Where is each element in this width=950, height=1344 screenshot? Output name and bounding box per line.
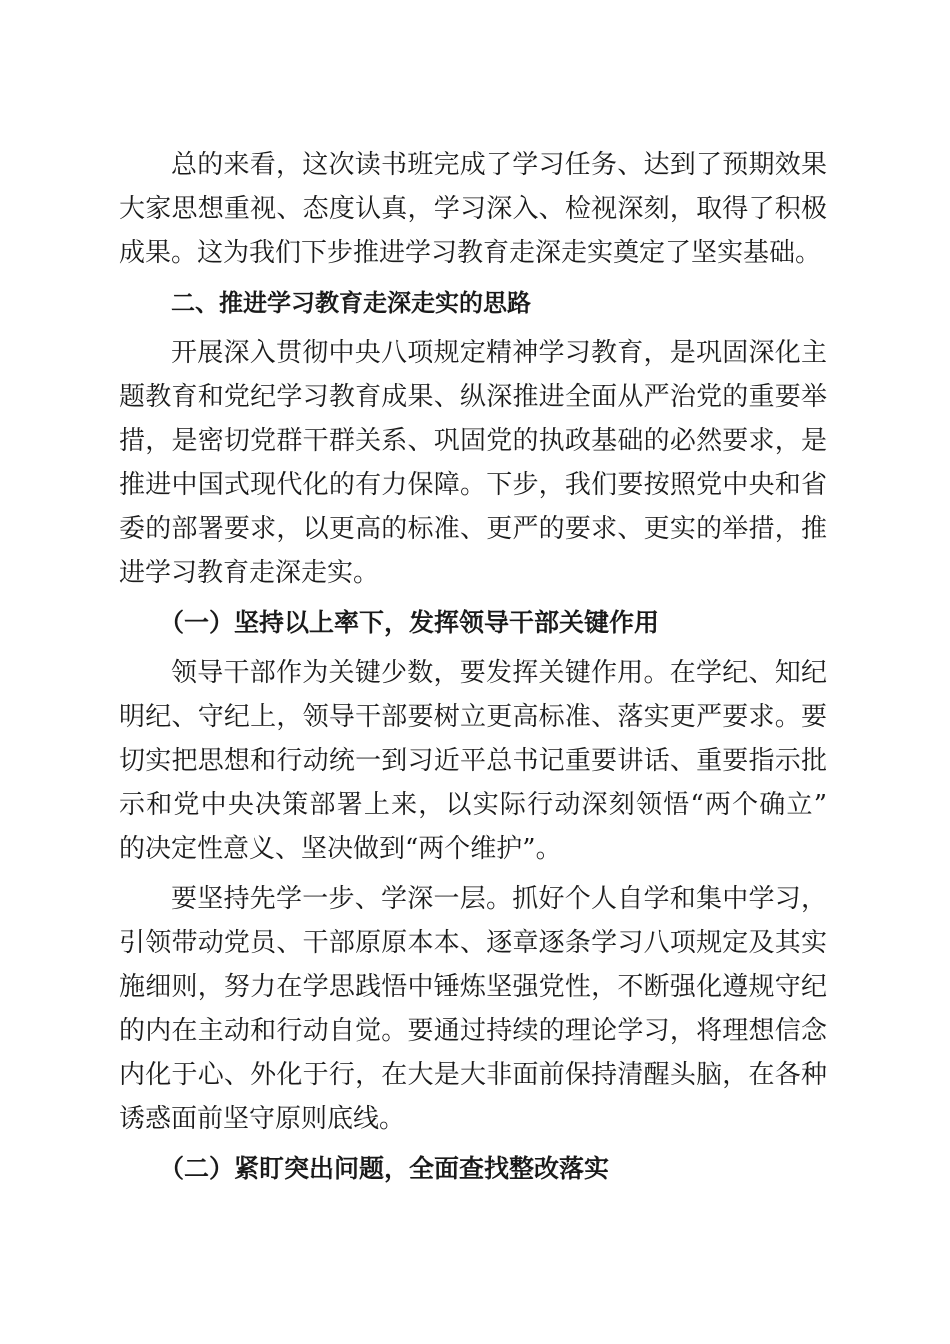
- text-line: 诱惑面前坚守原则底线。: [119, 1104, 406, 1134]
- text-line: 切实把思想和行动统一到习近平总书记重要讲话、重要指示批: [119, 746, 827, 776]
- text-line: 推进中国式现代化的有力保障。下步，我们要按照党中央和省: [119, 470, 827, 500]
- text-line: 大家思想重视、态度认真，学习深入、检视深刻，取得了积极: [119, 194, 827, 224]
- text-line: 进学习教育走深走实。: [119, 558, 380, 588]
- text-line: 的内在主动和行动自觉。要通过持续的理论学习，将理想信念: [119, 1016, 827, 1046]
- subsection-heading-1: （一）坚持以上率下，发挥领导干部关键作用: [159, 608, 660, 637]
- text-line: 要坚持先学一步、学深一层。抓好个人自学和集中学习，: [171, 884, 827, 914]
- text-line: 示和党中央决策部署上来，以实际行动深刻领悟“两个确立”: [119, 790, 827, 820]
- text-line: 领导干部作为关键少数，要发挥关键作用。在学纪、知纪: [171, 658, 827, 688]
- text-line: 内化于心、外化于行，在大是大非面前保持清醒头脑，在各种: [119, 1060, 827, 1090]
- text-line: 委的部署要求，以更高的标准、更严的要求、更实的举措，推: [119, 514, 827, 544]
- text-line: 措，是密切党群干群关系、巩固党的执政基础的必然要求，是: [119, 426, 827, 456]
- paragraph-study: [119, 877, 827, 1141]
- paragraph-intro: [119, 331, 827, 595]
- text-line: 明纪、守纪上，领导干部要树立更高标准、落实更严要求。要: [119, 702, 827, 732]
- text-line: 成果。这为我们下步推进学习教育走深走实奠定了坚实基础。: [119, 238, 822, 268]
- document-body: [119, 143, 827, 1191]
- text-line: 的决定性意义、坚决做到“两个维护”。: [119, 834, 562, 864]
- subsection-heading-2: （二）紧盯突出问题，全面查找整改落实: [159, 1154, 610, 1183]
- text-line: 引领带动党员、干部原原本本、逐章逐条学习八项规定及其实: [119, 928, 827, 958]
- text-line: 题教育和党纪学习教育成果、纵深推进全面从严治党的重要举: [119, 382, 827, 412]
- paragraph-summary: [119, 143, 827, 275]
- text-line: 施细则，努力在学思践悟中锤炼坚强党性，不断强化遵规守纪: [119, 972, 827, 1002]
- section-heading: 二、推进学习教育走深走实的思路: [171, 289, 531, 317]
- paragraph-leaders: [119, 651, 827, 871]
- text-line: 总的来看，这次读书班完成了学习任务、达到了预期效果: [171, 150, 827, 180]
- text-line: 开展深入贯彻中央八项规定精神学习教育，是巩固深化主: [171, 338, 827, 368]
